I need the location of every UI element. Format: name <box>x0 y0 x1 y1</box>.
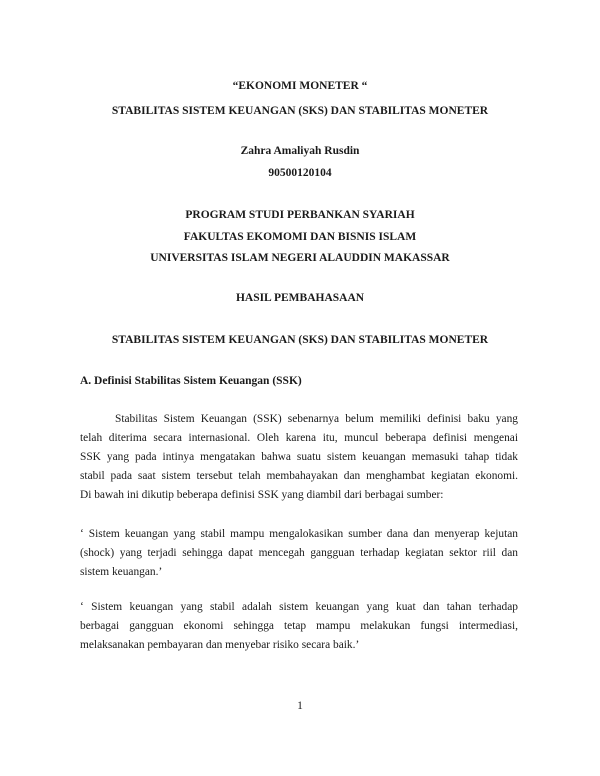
topic-title: STABILITAS SISTEM KEUANGAN (SKS) DAN STABILITAS MONETER <box>111 105 489 117</box>
paragraph-line: berbagai gangguan ekonomi sehingga tetap mampu melakukan fungsi intermediasi, <box>80 620 518 632</box>
program-name: PROGRAM STUDI PERBANKAN SYARIAH <box>185 209 415 221</box>
heading-a: A. Definisi Stabilitas Sistem Keuangan (SSK) <box>80 375 302 387</box>
section-subtitle: STABILITAS SISTEM KEUANGAN (SKS) DAN STABILITAS MONETER <box>111 334 489 346</box>
paragraph-line: telah diterima secara internasional. Oleh karena itu, muncul beberapa definisi mengenai <box>80 432 518 444</box>
paragraph-line: SSK yang pada intinya mengatakan bahwa suatu sistem keuangan memasuki tahap tidak <box>80 451 518 463</box>
author-name: Zahra Amaliyah Rusdin <box>240 145 360 157</box>
paragraph-line: (shock) yang terjadi sehingga dapat mencegah gangguan terhadap kegiatan sektor riil dan <box>80 547 518 559</box>
quote-2 <box>80 598 518 655</box>
page-number: 1 <box>297 700 303 712</box>
paragraph-line: ‘ Sistem keuangan yang stabil mampu mengalokasikan sumber dana dan menyerap kejutan <box>80 528 518 540</box>
faculty-name: FAKULTAS EKOMOMI DAN BISNIS ISLAM <box>183 231 417 243</box>
paragraph-line: ‘ Sistem keuangan yang stabil adalah sistem keuangan yang kuat dan tahan terhadap <box>80 601 518 613</box>
student-id: 90500120104 <box>268 167 332 179</box>
paragraph-definition <box>80 410 518 505</box>
paragraph-line: sistem keuangan.’ <box>80 566 163 578</box>
paragraph-line: Di bawah ini dikutip beberapa definisi SSK yang diambil dari berbagai sumber: <box>80 489 444 501</box>
paragraph-line: Stabilitas Sistem Keuangan (SSK) sebenarnya belum memiliki definisi baku yang <box>115 413 518 425</box>
section-title: HASIL PEMBAHASAAN <box>235 292 365 304</box>
paragraph-line: stabil pada saat sistem tersebut telah membahayakan dan menghambat kegiatan ekonomi. <box>80 470 518 482</box>
course-title: “EKONOMI MONETER “ <box>232 80 368 92</box>
quote-1 <box>80 525 518 582</box>
university-name: UNIVERSITAS ISLAM NEGERI ALAUDDIN MAKASSAR <box>150 252 450 264</box>
paragraph-line: melaksanakan pembayaran dan menyebar risiko secara baik.’ <box>80 639 360 651</box>
